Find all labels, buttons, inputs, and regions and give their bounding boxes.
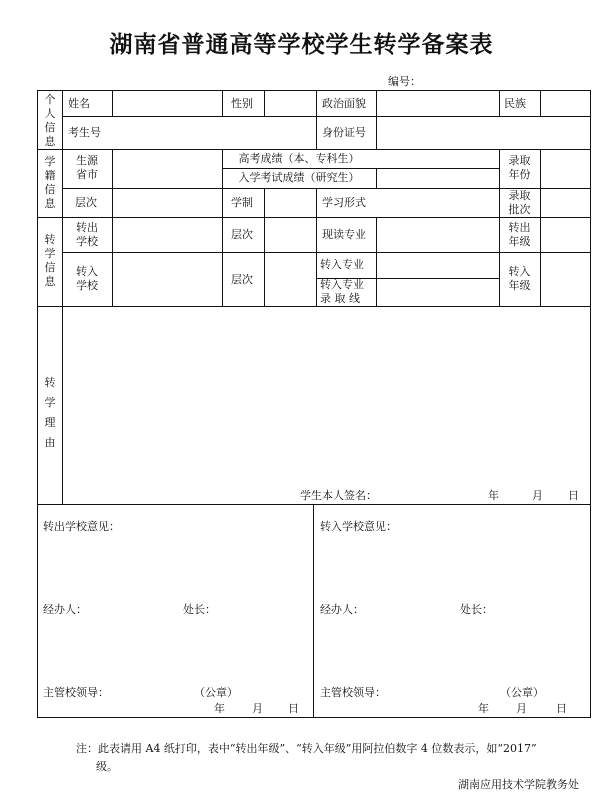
serial-number-label: 编号：: [388, 75, 421, 88]
out-supervisor-label: 主管校领导：: [43, 686, 109, 699]
out-handler-label: 经办人：: [43, 603, 87, 616]
transfer-out-grade-label: 转出 年级: [508, 221, 531, 248]
in-handler-label: 经办人：: [320, 603, 364, 616]
signature-day: 日: [568, 489, 579, 502]
out-seal-label: （公章）: [194, 686, 238, 699]
transfer-in-school-label: 转入 学校: [76, 265, 98, 292]
exam-number-label: 考生号: [68, 126, 101, 139]
form-table: [37, 90, 591, 718]
transfer-in-grade-label: 转入 年级: [508, 265, 531, 292]
in-supervisor-label: 主管校领导：: [320, 686, 386, 699]
transfer-in-major-label: 转入专业: [320, 258, 364, 271]
level-label: 层次: [75, 196, 97, 209]
in-school-opinion-label: 转入学校意见：: [320, 520, 397, 533]
in-date-day: 日: [556, 702, 567, 715]
print-note: 注：此表请用 A4 纸打印，表中“转出年级”、“转入年级”用阿拉伯数字 4 位数表示，如“2017” 级。: [76, 742, 537, 773]
section-transfer-reason: 转学理由: [44, 376, 56, 449]
admission-batch-label: 录取 批次: [508, 189, 531, 216]
transfer-in-level-label: 层次: [231, 273, 253, 286]
out-director-label: 处长：: [183, 603, 216, 616]
in-director-label: 处长：: [460, 603, 493, 616]
in-date-year: 年: [478, 702, 489, 715]
political-status-label: 政治面貌: [322, 97, 366, 110]
out-date-year: 年: [214, 702, 225, 715]
signature-year: 年: [488, 489, 499, 502]
in-date-month: 月: [516, 702, 527, 715]
section-transfer-info: 转学信息: [44, 233, 56, 288]
out-date-day: 日: [288, 702, 299, 715]
in-seal-label: （公章）: [500, 686, 544, 699]
section-enrollment-info: 学籍信息: [44, 155, 56, 210]
out-school-opinion-label: 转出学校意见：: [43, 520, 120, 533]
admission-year-label: 录取 年份: [508, 154, 531, 181]
page-title: 湖南省普通高等学校学生转学备案表: [109, 31, 494, 58]
study-form-label: 学习形式: [322, 196, 366, 209]
out-date-month: 月: [252, 702, 263, 715]
ethnicity-label: 民族: [504, 97, 526, 110]
student-signature-label: 学生本人签名：: [300, 489, 377, 502]
current-major-label: 现读专业: [322, 228, 366, 241]
duration-label: 学制: [231, 196, 253, 209]
gender-label: 性别: [231, 97, 253, 110]
gaokao-score-label: 高考成绩（本、专科生）: [238, 152, 360, 165]
transfer-out-school-label: 转出 学校: [76, 221, 98, 248]
name-label: 姓名: [68, 97, 90, 110]
footer-office: 湖南应用技术学院教务处: [458, 778, 579, 791]
origin-province-label: 生源 省市: [76, 154, 98, 181]
transfer-in-major-cutoff-label: 转入专业 录 取 线: [320, 278, 364, 305]
transfer-out-level-label: 层次: [231, 228, 253, 241]
signature-month: 月: [532, 489, 543, 502]
section-personal-info: 个人信息: [44, 93, 56, 148]
id-number-label: 身份证号: [322, 126, 366, 139]
entrance-exam-score-label: 入学考试成绩（研究生）: [238, 171, 360, 184]
